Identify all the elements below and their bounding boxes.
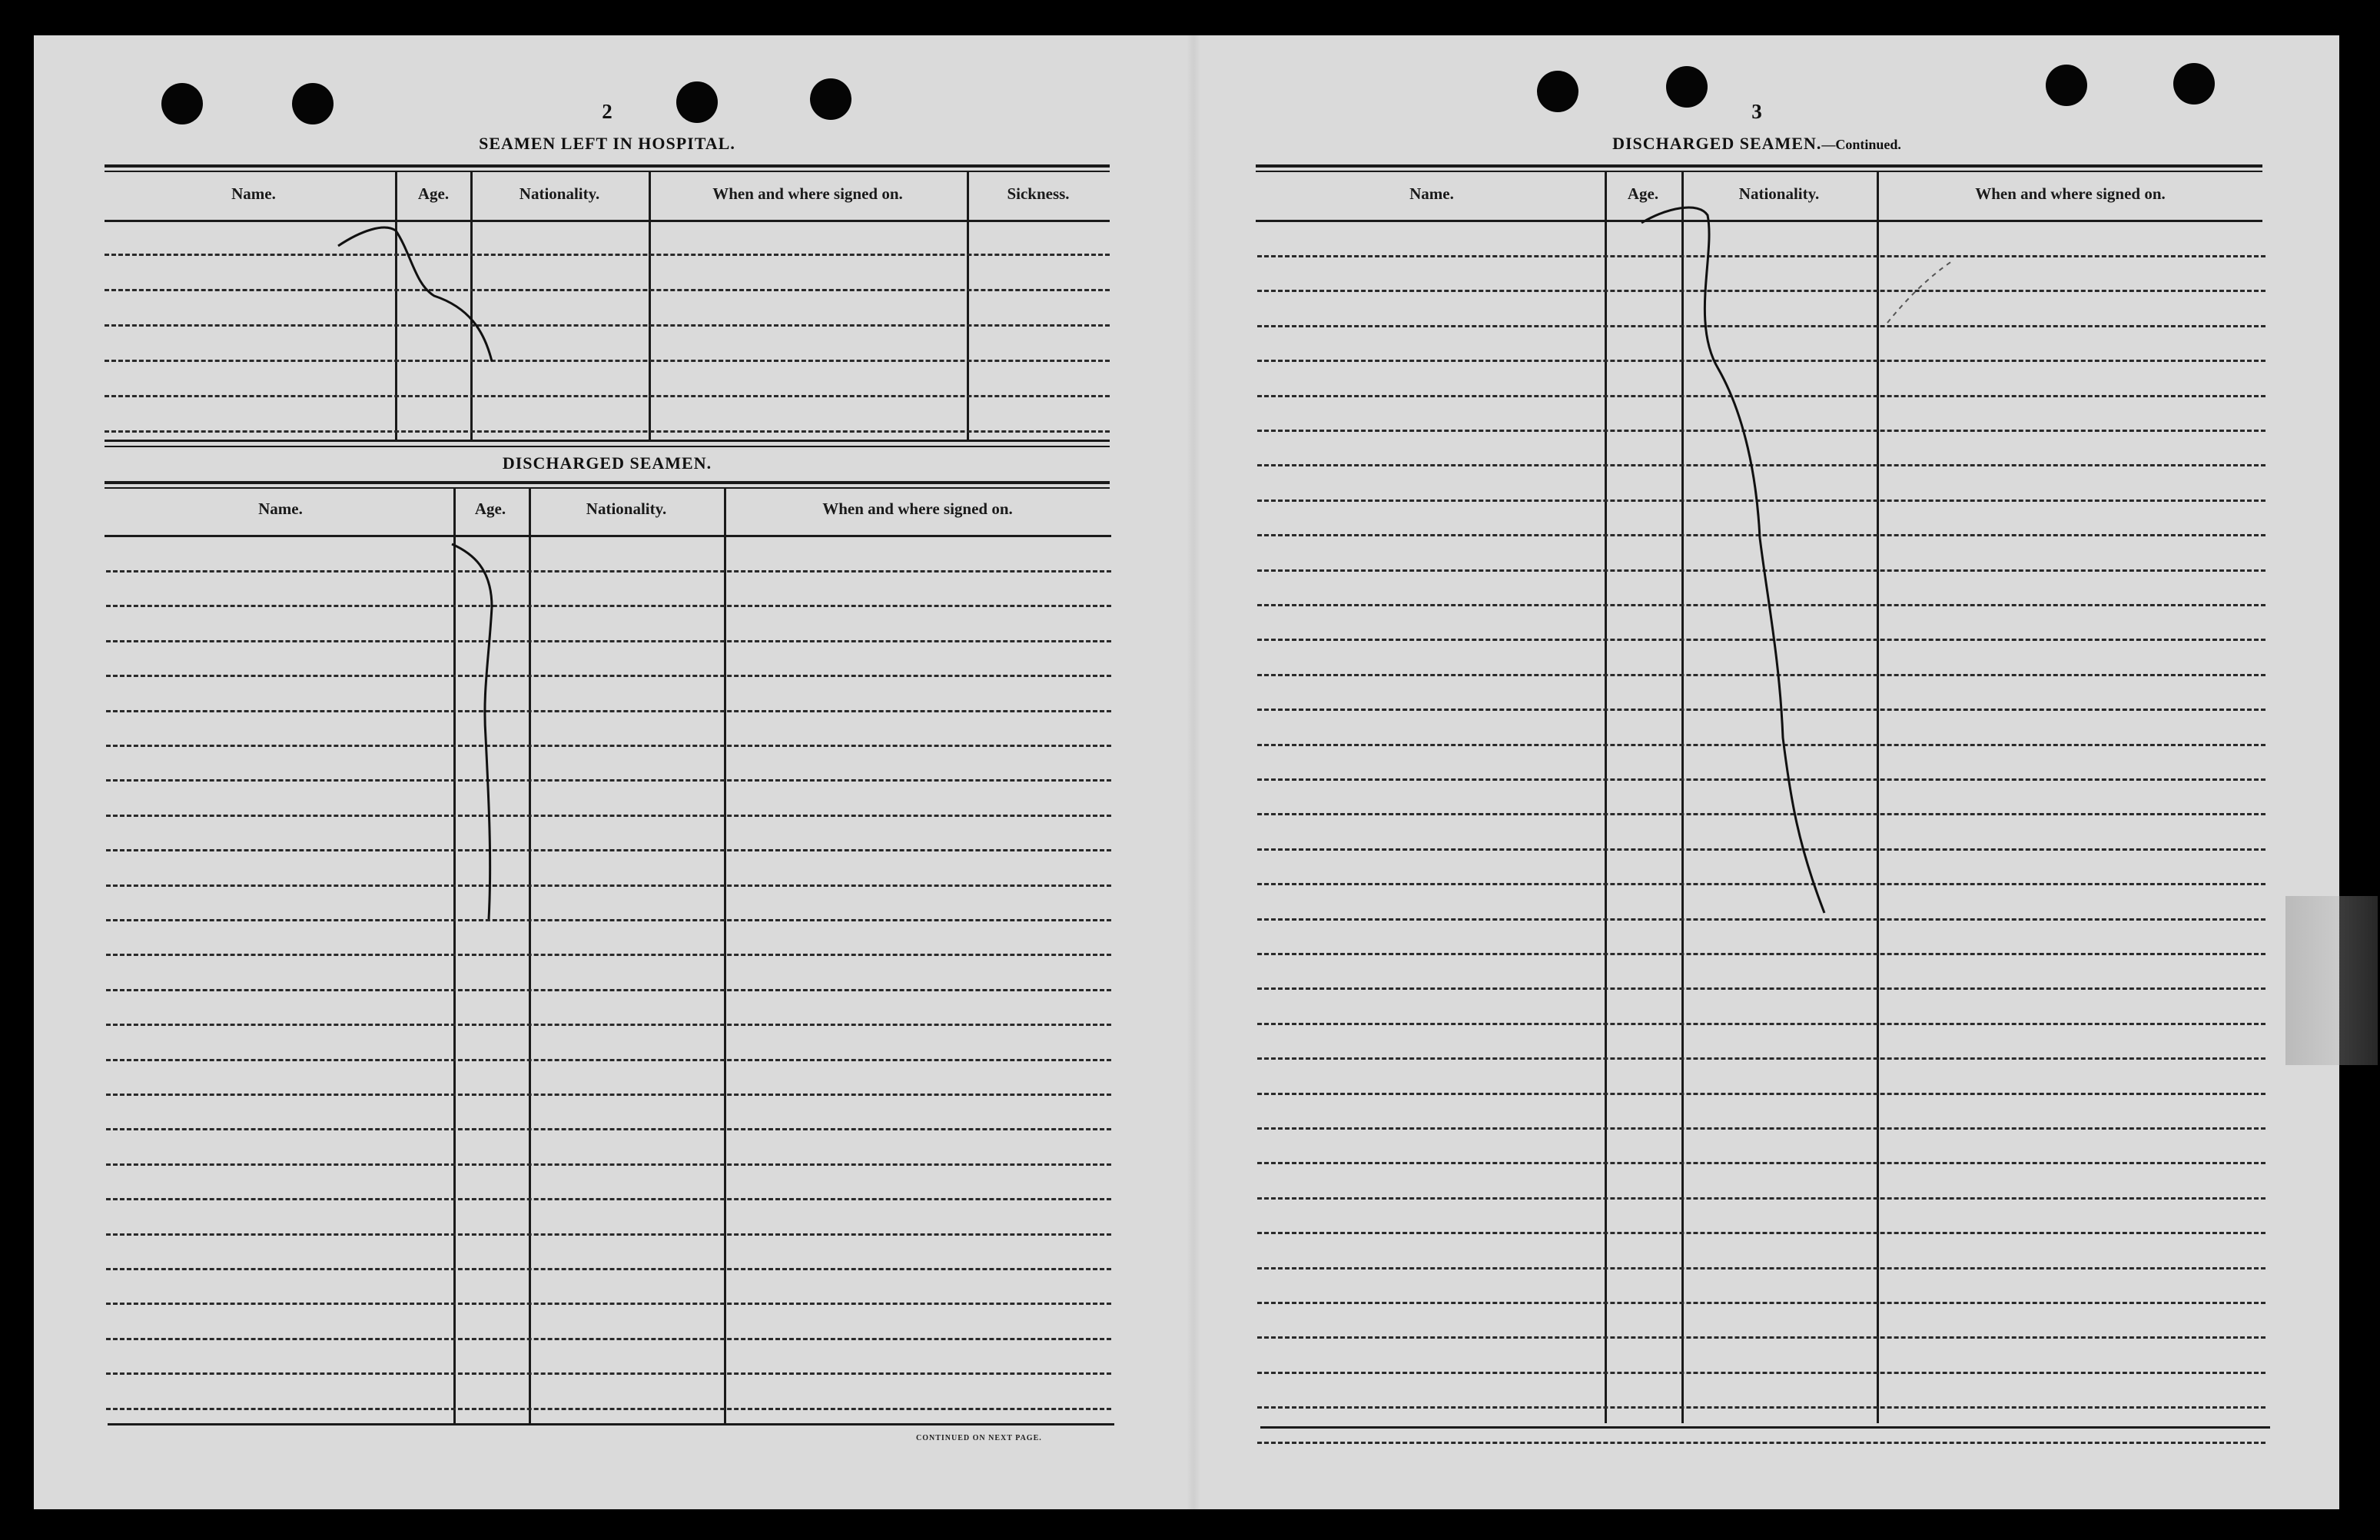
right-col-nationality: Nationality. xyxy=(1738,184,1820,203)
discharged-section-title: DISCHARGED SEAMEN. xyxy=(502,453,712,473)
right-col-age: Age. xyxy=(1627,184,1659,203)
hospital-col-name: Name. xyxy=(231,184,276,203)
page-number-right: 3 xyxy=(1751,100,1762,123)
hospital-section-title: SEAMEN LEFT IN HOSPITAL. xyxy=(479,134,735,153)
discharged-col-signed-on: When and where signed on. xyxy=(822,500,1013,518)
hospital-col-age: Age. xyxy=(417,184,450,203)
hospital-col-sickness: Sickness. xyxy=(1007,184,1070,203)
pen-stroke xyxy=(1887,261,1952,323)
right-col-signed-on: When and where signed on. xyxy=(1975,184,2166,203)
page-number-left: 2 xyxy=(602,100,612,123)
discharged-col-name: Name. xyxy=(258,500,303,518)
discharged-col-nationality: Nationality. xyxy=(586,500,667,518)
right-title-suffix: —Continued. xyxy=(1821,137,1901,152)
pen-stroke xyxy=(1641,207,1824,913)
discharged-col-age: Age. xyxy=(474,500,506,518)
pen-stroke xyxy=(452,544,492,919)
right-title-main: DISCHARGED SEAMEN. xyxy=(1612,134,1822,153)
right-col-name: Name. xyxy=(1409,184,1454,203)
hospital-col-signed-on: When and where signed on. xyxy=(712,184,903,203)
hospital-col-nationality: Nationality. xyxy=(519,184,600,203)
continued-note: CONTINUED ON NEXT PAGE. xyxy=(916,1434,1042,1442)
pen-stroke xyxy=(338,227,492,361)
